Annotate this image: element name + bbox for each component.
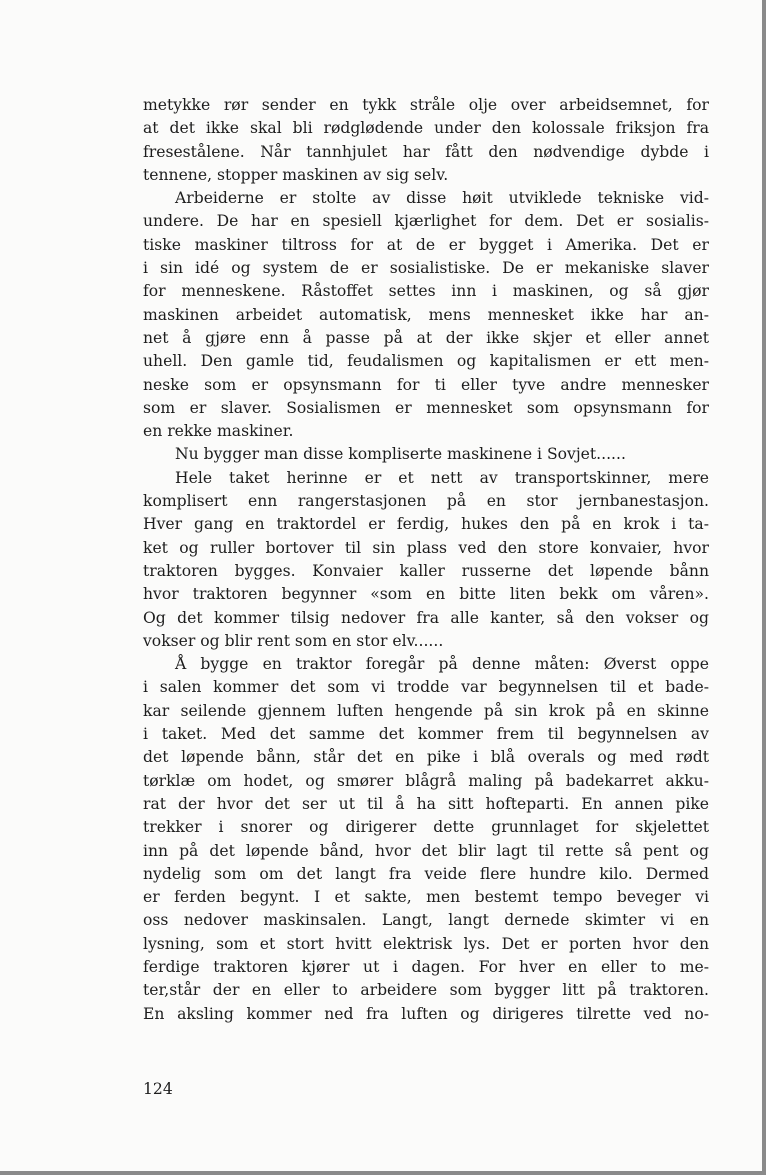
text-line: tennene, stopper maskinen av sig selv. <box>143 165 449 184</box>
text-line: en rekke maskiner. <box>143 422 294 441</box>
text-line: komplisert enn rangerstasjonen på en stor jernbanestasjon. <box>143 492 709 511</box>
text-line: Hele taket herinne er et nett av transportskinner, mere <box>175 468 709 487</box>
text-line: for menneskene. Råstoffet settes inn i maskinen, og så gjør <box>143 282 709 301</box>
paragraph <box>143 187 709 443</box>
text-line: En aksling kommer ned fra luften og dirigeres tilrette ved no- <box>143 1004 709 1023</box>
text-line: Og det kommer tilsig nedover fra alle kanter, så den vokser og <box>143 608 709 627</box>
paragraph <box>143 653 709 1026</box>
text-line: nydelig som om det langt fra veide flere hundre kilo. Dermed <box>143 864 709 883</box>
text-line: i salen kommer det som vi trodde var begynnelsen til et bade- <box>143 678 709 697</box>
text-line: tiske maskiner tiltross for at de er bygget i Amerika. Det er <box>143 235 709 254</box>
text-line: net å gjøre enn å passe på at der ikke skjer et eller annet <box>143 328 709 347</box>
page-number: 124 <box>143 1080 173 1098</box>
text-line: som er slaver. Sosialismen er mennesket som opsynsmann for <box>143 398 709 417</box>
text-line: ter,står der en eller to arbeidere som bygger litt på traktoren. <box>143 981 709 1000</box>
text-line: ferdige traktoren kjører ut i dagen. For hver en eller to me- <box>143 957 709 976</box>
text-line: er ferden begynt. I et sakte, men bestemt tempo beveger vi <box>143 888 709 907</box>
body-text <box>143 94 709 1026</box>
text-line: traktoren bygges. Konvaier kaller russerne det løpende bånn <box>143 561 709 580</box>
text-line: undere. De har en spesiell kjærlighet for dem. Det er sosialis- <box>143 212 709 231</box>
text-line: det løpende bånn, står det en pike i blå overals og med rødt <box>143 748 709 767</box>
text-line: trekker i snorer og dirigerer dette grunnlaget for skjelettet <box>143 818 709 837</box>
paragraph <box>143 94 709 187</box>
text-line: fresestålene. Når tannhjulet har fått den nødvendige dybde i <box>143 142 709 161</box>
text-line: at det ikke skal bli rødglødende under den kolossale friksjon fra <box>143 119 709 138</box>
paragraph <box>143 443 709 466</box>
text-line: maskinen arbeidet automatisk, mens mennesket ikke har an- <box>143 305 709 324</box>
text-line: i taket. Med det samme det kommer frem til begynnelsen av <box>143 725 709 744</box>
text-line: Å bygge en traktor foregår på denne måten: Øverst oppe <box>175 655 709 674</box>
text-line: Hver gang en traktordel er ferdig, hukes den på en krok i ta- <box>143 515 709 534</box>
text-line: kar seilende gjennem luften hengende på sin krok på en skinne <box>143 701 709 720</box>
text-line: neske som er opsynsmann for ti eller tyve andre mennesker <box>143 375 709 394</box>
text-line: inn på det løpende bånd, hvor det blir lagt til rette så pent og <box>143 841 709 860</box>
text-line: oss nedover maskinsalen. Langt, langt dernede skimter vi en <box>143 911 709 930</box>
text-line: Nu bygger man disse kompliserte maskinene i Sovjet...... <box>175 445 626 464</box>
text-line: tørklæ om hodet, og smører blågrå maling på badekarret akku- <box>143 771 709 790</box>
paragraph <box>143 467 709 653</box>
text-line: lysning, som et stort hvitt elektrisk lys. Det er porten hvor den <box>143 934 709 953</box>
text-line: vokser og blir rent som en stor elv...... <box>143 631 444 650</box>
text-line: hvor traktoren begynner «som en bitte liten bekk om våren». <box>143 585 709 604</box>
text-line: Arbeiderne er stolte av disse høit utviklede tekniske vid- <box>175 189 709 208</box>
text-line: uhell. Den gamle tid, feudalismen og kapitalismen er ett men- <box>143 352 709 371</box>
text-line: metykke rør sender en tykk stråle olje over arbeidsemnet, for <box>143 96 709 114</box>
text-line: i sin idé og system de er sosialistiske. De er mekaniske slaver <box>143 259 709 278</box>
text-line: rat der hvor det ser ut til å ha sitt hofteparti. En annen pike <box>143 794 709 813</box>
text-line: ket og ruller bortover til sin plass ved den store konvaier, hvor <box>143 538 709 557</box>
